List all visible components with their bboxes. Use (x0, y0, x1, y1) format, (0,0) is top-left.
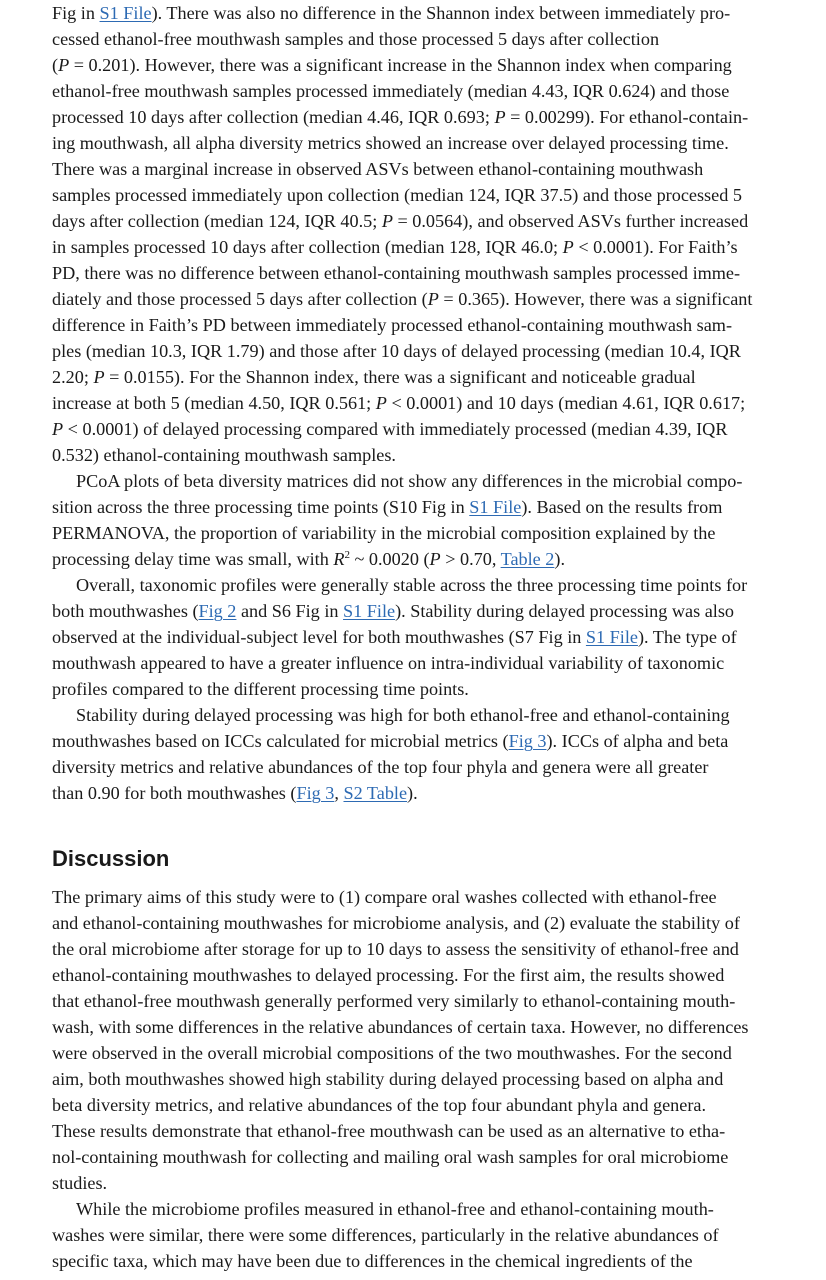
text-run: mouthwash appeared to have a greater influence on intra-individual variability of taxonomic (52, 653, 725, 673)
text-run: processed 10 days after collection (median 4.46, IQR 0.693; (52, 107, 495, 127)
reference-link[interactable]: S1 File (469, 497, 522, 517)
text-line (52, 754, 752, 780)
text-line (52, 884, 749, 910)
text-run: days after collection (median 124, IQR 40.5; (52, 211, 382, 231)
text-line (52, 390, 752, 416)
text-run: processing delay time was small, with (52, 549, 334, 569)
text-line (52, 962, 749, 988)
text-run: ). (407, 783, 418, 803)
text-run: These results demonstrate that ethanol-free mouthwash can be used as an alternative to etha- (52, 1121, 726, 1141)
text-line (52, 702, 752, 728)
discussion-section (52, 884, 749, 1274)
text-run: = 0.365). However, there was a significant (438, 289, 753, 309)
text-run: ). Based on the results from (521, 497, 723, 517)
text-line (52, 78, 752, 104)
text-run: Overall, taxonomic profiles were generally stable across the three processing time points for (76, 575, 748, 595)
text-run: ). The type of (637, 627, 737, 647)
text-run: studies. (52, 1173, 108, 1193)
text-run: ples (median 10.3, IQR 1.79) and those after 10 days of delayed processing (median 10.4, IQR (52, 341, 741, 361)
text-run: diversity metrics and relative abundances of the top four phyla and genera were all greater (52, 757, 709, 777)
text-run: 0.532) ethanol-containing mouthwash samples. (52, 445, 396, 465)
text-run: washes were similar, there were some differences, particularly in the relative abundances of (52, 1225, 719, 1245)
text-run: < 0.0001) of delayed processing compared with immediately processed (median 4.39, IQR (63, 419, 728, 439)
italic-symbol: P (429, 549, 441, 569)
text-run: ). There was also no difference in the Shannon index between immediately pro- (151, 3, 731, 23)
text-run: ~ 0.0020 ( (349, 549, 430, 569)
text-line (52, 1170, 749, 1196)
text-run: and ethanol-containing mouthwashes for microbiome analysis, and (2) evaluate the stability of (52, 913, 740, 933)
italic-symbol: P (562, 237, 574, 257)
text-run: PD, there was no difference between ethanol-containing mouthwash samples processed imme- (52, 263, 741, 283)
italic-symbol: P (52, 419, 64, 439)
text-run: nol-containing mouthwash for collecting and mailing oral wash samples for oral microbiome (52, 1147, 729, 1167)
discussion-paragraph-aims (52, 884, 749, 1196)
text-line (52, 624, 752, 650)
text-line (52, 1014, 749, 1040)
text-run: PERMANOVA, the proportion of variability in the microbial composition explained by the (52, 523, 716, 543)
text-line (52, 1144, 749, 1170)
italic-symbol: P (375, 393, 387, 413)
text-run: increase at both 5 (median 4.50, IQR 0.561; (52, 393, 376, 413)
text-run: < 0.0001) and 10 days (median 4.61, IQR 0.617; (386, 393, 746, 413)
text-line (52, 1118, 749, 1144)
italic-symbol: P (93, 367, 105, 387)
reference-link[interactable]: Fig 3 (296, 783, 335, 803)
text-line (52, 1092, 749, 1118)
text-line (52, 1066, 749, 1092)
italic-symbol: R (333, 549, 345, 569)
text-line (52, 260, 752, 286)
text-line (52, 676, 752, 702)
text-line (52, 156, 752, 182)
text-run: and S6 Fig in (236, 601, 344, 621)
text-run: ). ICCs of alpha and beta (546, 731, 729, 751)
text-line (52, 208, 752, 234)
italic-symbol: P (494, 107, 506, 127)
text-run: ing mouthwash, all alpha diversity metrics showed an increase over delayed processing time. (52, 133, 729, 153)
text-run: observed at the individual-subject level for both mouthwashes (S7 Fig in (52, 627, 586, 647)
text-run: than 0.90 for both mouthwashes ( (52, 783, 297, 803)
results-paragraph-alpha-diversity (52, 0, 752, 468)
text-line (52, 416, 752, 442)
text-run: Stability during delayed processing was high for both ethanol-free and ethanol-containing (76, 705, 730, 725)
text-run: ethanol-free mouthwash samples processed immediately (median 4.43, IQR 0.624) and those (52, 81, 730, 101)
text-run: beta diversity metrics, and relative abundances of the top four abundant phyla and genera. (52, 1095, 707, 1115)
text-run: the oral microbiome after storage for up to 10 days to assess the sensitivity of ethanol-free and (52, 939, 739, 959)
text-line (52, 728, 752, 754)
text-line (52, 364, 752, 390)
text-run: difference in Faith’s PD between immediately processed ethanol-containing mouthwash sam- (52, 315, 732, 335)
text-line (52, 936, 749, 962)
italic-symbol: P (381, 211, 393, 231)
text-line (52, 338, 752, 364)
text-line (52, 572, 752, 598)
text-line (52, 780, 752, 806)
text-run: The primary aims of this study were to (1) compare oral washes collected with ethanol-free (52, 887, 717, 907)
reference-link[interactable]: S1 File (343, 601, 396, 621)
text-run: ). Stability during delayed processing was also (395, 601, 735, 621)
text-run: ethanol-containing mouthwashes to delayed processing. For the first aim, the results showed (52, 965, 725, 985)
results-section (52, 0, 752, 806)
results-paragraph-beta-diversity (52, 468, 752, 572)
text-run: = 0.0564), and observed ASVs further increased (392, 211, 749, 231)
text-line (52, 182, 752, 208)
text-line (52, 442, 752, 468)
text-run: While the microbiome profiles measured in ethanol-free and ethanol-containing mouth- (76, 1199, 714, 1219)
results-paragraph-taxonomic-profiles (52, 572, 752, 702)
results-paragraph-icc-stability (52, 702, 752, 806)
text-line (52, 520, 752, 546)
text-run: sition across the three processing time points (S10 Fig in (52, 497, 470, 517)
superscript: 2 (344, 548, 350, 561)
reference-link[interactable]: Fig 2 (198, 601, 237, 621)
italic-symbol: P (427, 289, 439, 309)
text-line (52, 468, 752, 494)
text-run: wash, with some differences in the relative abundances of certain taxa. However, no differences (52, 1017, 749, 1037)
text-run: ( (52, 55, 59, 75)
text-line (52, 1040, 749, 1066)
text-line (52, 312, 752, 338)
text-run: 2.20; (52, 367, 94, 387)
text-run: were observed in the overall microbial compositions of the two mouthwashes. For the second (52, 1043, 732, 1063)
reference-link[interactable]: S1 File (585, 627, 638, 647)
text-run: that ethanol-free mouthwash generally performed very similarly to ethanol-containing mouth- (52, 991, 736, 1011)
reference-link[interactable]: S2 Table (343, 783, 408, 803)
text-line (52, 286, 752, 312)
text-run: aim, both mouthwashes showed high stability during delayed processing based on alpha and (52, 1069, 724, 1089)
text-run: mouthwashes based on ICCs calculated for microbial metrics ( (52, 731, 509, 751)
reference-link[interactable]: S1 File (99, 3, 152, 23)
text-run: cessed ethanol-free mouthwash samples and those processed 5 days after collection (52, 29, 660, 49)
text-run: < 0.0001). For Faith’s (573, 237, 738, 257)
reference-link[interactable]: Fig 3 (508, 731, 547, 751)
text-run: = 0.00299). For ethanol-contain- (505, 107, 749, 127)
text-line (52, 650, 752, 676)
italic-symbol: P (58, 55, 70, 75)
text-run: There was a marginal increase in observed ASVs between ethanol-containing mouthwash (52, 159, 704, 179)
text-line (52, 1248, 749, 1274)
text-run: = 0.0155). For the Shannon index, there was a significant and noticeable gradual (104, 367, 696, 387)
text-line (52, 130, 752, 156)
text-line (52, 104, 752, 130)
text-run: Fig in (52, 3, 100, 23)
text-run: , (334, 783, 344, 803)
reference-link[interactable]: Table 2 (500, 549, 555, 569)
text-run: in samples processed 10 days after collection (median 128, IQR 46.0; (52, 237, 563, 257)
discussion-paragraph-differences (52, 1196, 749, 1274)
text-line (52, 0, 752, 26)
text-run: > 0.70, (440, 549, 501, 569)
discussion-heading: Discussion (52, 846, 170, 871)
text-line (52, 1222, 749, 1248)
text-run: diately and those processed 5 days after collection ( (52, 289, 428, 309)
text-line (52, 26, 752, 52)
text-line (52, 910, 749, 936)
text-line (52, 546, 752, 572)
text-run: samples processed immediately upon collection (median 124, IQR 37.5) and those processed 5 (52, 185, 742, 205)
text-run: specific taxa, which may have been due to differences in the chemical ingredients of the (52, 1251, 693, 1271)
text-line (52, 598, 752, 624)
text-run: ). (554, 549, 566, 569)
text-line (52, 494, 752, 520)
text-run: profiles compared to the different processing time points. (52, 679, 469, 699)
text-line (52, 988, 749, 1014)
text-line (52, 52, 752, 78)
text-run: both mouthwashes ( (52, 601, 199, 621)
text-run: = 0.201). However, there was a significant increase in the Shannon index when comparing (69, 55, 732, 75)
text-line (52, 1196, 749, 1222)
text-line (52, 234, 752, 260)
text-run: PCoA plots of beta diversity matrices did not show any differences in the microbial compo- (76, 471, 743, 491)
